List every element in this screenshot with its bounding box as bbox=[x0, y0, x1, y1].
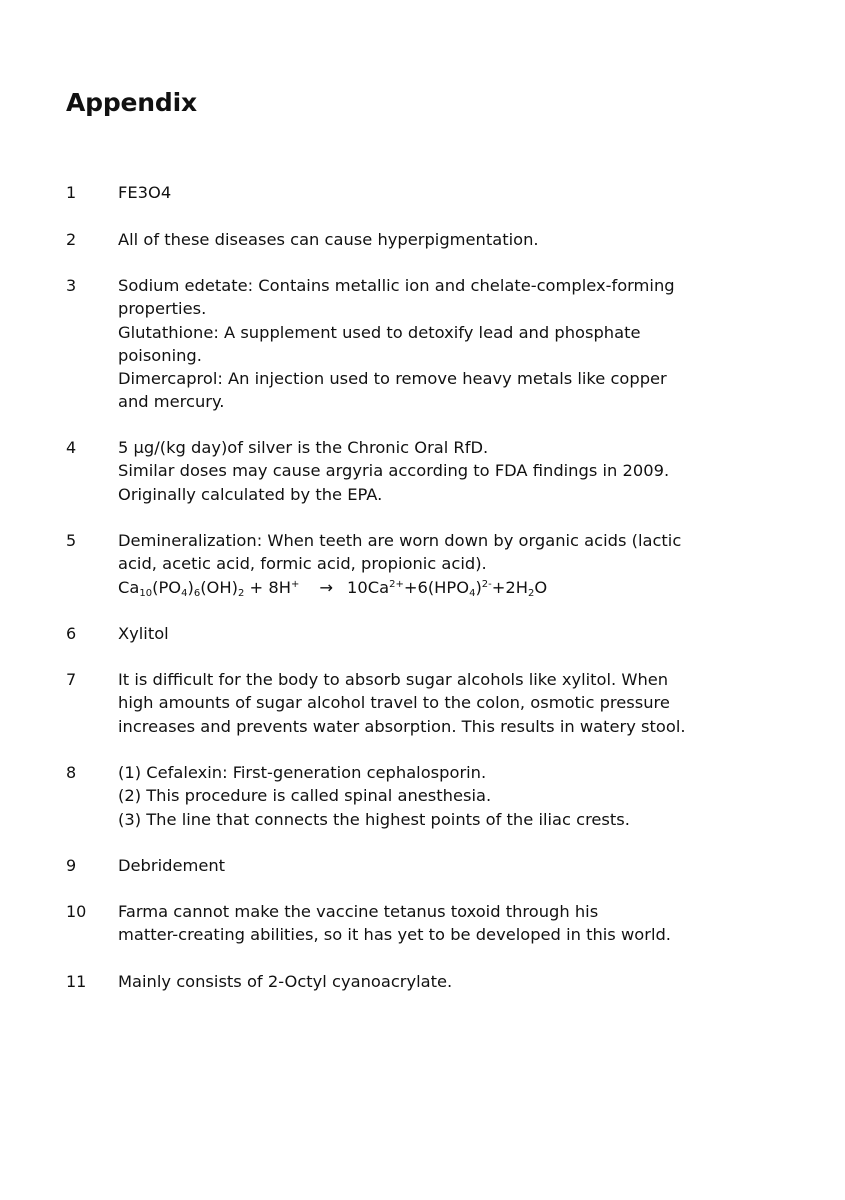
entry-line: properties. bbox=[118, 299, 207, 319]
entry-text bbox=[118, 900, 748, 947]
formula-subscript: 2 bbox=[528, 587, 535, 599]
entry-number: 2 bbox=[66, 230, 77, 249]
entry-line: acid, acetic acid, formic acid, propionic acid). bbox=[118, 554, 487, 574]
formula-superscript: + bbox=[290, 578, 300, 590]
entry-number: 5 bbox=[66, 531, 77, 550]
entry-number: 4 bbox=[66, 438, 77, 457]
formula-part: + 8H bbox=[244, 577, 291, 597]
formula-part: +2H bbox=[491, 577, 529, 597]
entry-line: high amounts of sugar alcohol travel to the colon, osmotic pressure bbox=[118, 693, 670, 713]
entry-number: 9 bbox=[66, 856, 77, 875]
entry-line: Mainly consists of 2-Octyl cyanoacrylate. bbox=[118, 972, 453, 991]
formula-subscript: 2 bbox=[237, 587, 245, 599]
entry-number: 8 bbox=[66, 763, 77, 782]
entry-line: Dimercaprol: An injection used to remove heavy metals like copper bbox=[118, 369, 667, 389]
entry-line: Originally calculated by the EPA. bbox=[118, 484, 383, 504]
entry-text bbox=[118, 970, 748, 993]
formula-superscript: 2- bbox=[481, 578, 492, 590]
entry-number: 10 bbox=[66, 902, 87, 921]
entry-line: Demineralization: When teeth are worn down by organic acids (lactic bbox=[118, 531, 682, 550]
entry-line: matter-creating abilities, so it has yet to be developed in this world. bbox=[118, 925, 671, 945]
entry-line: Glutathione: A supplement used to detoxify lead and phosphate bbox=[118, 322, 641, 342]
formula-subscript: 6 bbox=[193, 587, 201, 599]
formula-subscript: 4 bbox=[469, 587, 476, 599]
entry-line: poisoning. bbox=[118, 345, 202, 365]
entry-text bbox=[118, 668, 748, 738]
entry-number: 1 bbox=[66, 183, 77, 202]
entry-line: 5 µg/(kg day)of silver is the Chronic Oral RfD. bbox=[118, 438, 489, 457]
formula-part: Ca bbox=[118, 577, 140, 597]
formula-part: ) bbox=[187, 577, 194, 597]
entry-text bbox=[118, 854, 748, 877]
entry-number: 11 bbox=[66, 972, 87, 991]
entry-line: (2) This procedure is called spinal anesthesia. bbox=[118, 786, 492, 806]
entry-text bbox=[118, 181, 748, 204]
entry-line: FE3O4 bbox=[118, 183, 172, 202]
formula-part: O bbox=[534, 577, 548, 597]
formula-part: (OH) bbox=[200, 577, 238, 597]
formula-part: (PO bbox=[152, 577, 182, 597]
entry-number: 6 bbox=[66, 624, 77, 643]
entry-number: 7 bbox=[66, 670, 77, 689]
formula-part: +6(HPO bbox=[403, 577, 470, 597]
entry-line: Sodium edetate: Contains metallic ion and chelate-complex-forming bbox=[118, 276, 675, 295]
formula-subscript: 4 bbox=[181, 587, 188, 599]
page-title: Appendix bbox=[66, 88, 197, 117]
entry-text bbox=[118, 529, 748, 599]
entry-line: Xylitol bbox=[118, 624, 169, 643]
entry-line: It is difficult for the body to absorb sugar alcohols like xylitol. When bbox=[118, 670, 669, 689]
formula-subscript: 10 bbox=[139, 587, 153, 599]
entry-text bbox=[118, 761, 748, 831]
entry-number: 3 bbox=[66, 276, 77, 295]
reaction-arrow: → bbox=[319, 577, 333, 597]
formula-superscript: 2+ bbox=[389, 578, 404, 590]
entry-text bbox=[118, 274, 748, 414]
entry-text bbox=[118, 228, 748, 251]
formula-part: ) bbox=[475, 577, 482, 597]
entry-line: and mercury. bbox=[118, 392, 225, 412]
entry-text bbox=[118, 436, 748, 506]
formula-part: 10Ca bbox=[347, 577, 390, 597]
entry-line: All of these diseases can cause hyperpigmentation. bbox=[118, 230, 539, 249]
entry-line: Similar doses may cause argyria according to FDA findings in 2009. bbox=[118, 461, 670, 481]
entry-line: (3) The line that connects the highest points of the iliac crests. bbox=[118, 809, 630, 829]
entry-text bbox=[118, 622, 748, 645]
entry-line: (1) Cefalexin: First-generation cephalosporin. bbox=[118, 763, 487, 782]
entry-line: Debridement bbox=[118, 856, 226, 875]
entry-line: Farma cannot make the vaccine tetanus toxoid through his bbox=[118, 902, 599, 921]
chemical-equation bbox=[118, 576, 748, 599]
entry-line: increases and prevents water absorption. This results in watery stool. bbox=[118, 716, 686, 736]
